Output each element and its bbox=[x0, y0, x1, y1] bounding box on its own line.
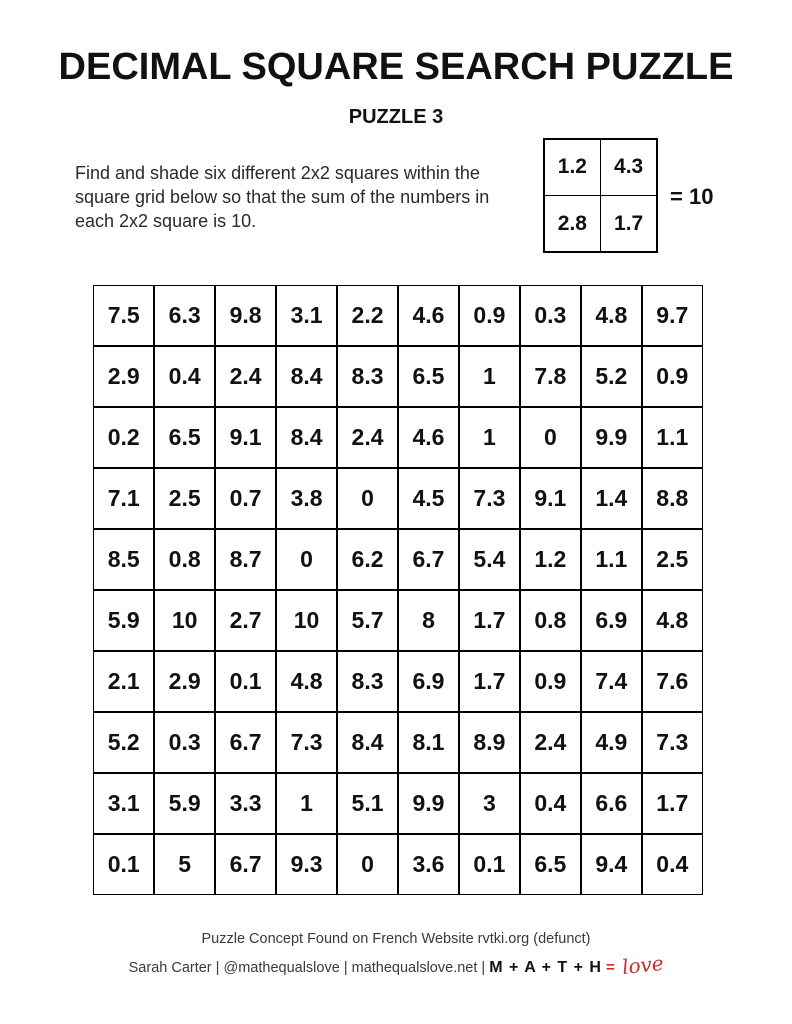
grid-cell-r4c5: 0 bbox=[338, 469, 397, 528]
brand-equals-sign: = bbox=[605, 959, 616, 976]
grid-cell-r1c9: 4.8 bbox=[582, 286, 641, 345]
grid-cell-r7c9: 7.4 bbox=[582, 652, 641, 711]
grid-cell-r1c3: 9.8 bbox=[216, 286, 275, 345]
grid-cell-r9c2: 5.9 bbox=[155, 774, 214, 833]
grid-cell-r7c4: 4.8 bbox=[277, 652, 336, 711]
grid-cell-r9c3: 3.3 bbox=[216, 774, 275, 833]
grid-cell-r3c3: 9.1 bbox=[216, 408, 275, 467]
grid-cell-r7c10: 7.6 bbox=[643, 652, 702, 711]
grid-cell-r2c1: 2.9 bbox=[94, 347, 153, 406]
footer-separator-3: | bbox=[481, 960, 486, 976]
grid-cell-r5c2: 0.8 bbox=[155, 530, 214, 589]
grid-cell-r5c9: 1.1 bbox=[582, 530, 641, 589]
grid-cell-r8c4: 7.3 bbox=[277, 713, 336, 772]
grid-cell-r10c6: 3.6 bbox=[399, 835, 458, 894]
grid-cell-r6c1: 5.9 bbox=[94, 591, 153, 650]
grid-cell-r2c2: 0.4 bbox=[155, 347, 214, 406]
grid-cell-r4c8: 9.1 bbox=[521, 469, 580, 528]
example-square bbox=[543, 138, 658, 253]
grid-cell-r5c6: 6.7 bbox=[399, 530, 458, 589]
grid-cell-r4c6: 4.5 bbox=[399, 469, 458, 528]
grid-cell-r3c4: 8.4 bbox=[277, 408, 336, 467]
grid-cell-r4c2: 2.5 bbox=[155, 469, 214, 528]
grid-cell-r3c2: 6.5 bbox=[155, 408, 214, 467]
grid-cell-r2c10: 0.9 bbox=[643, 347, 702, 406]
footer-author: Sarah Carter bbox=[128, 960, 212, 976]
grid-cell-r5c1: 8.5 bbox=[94, 530, 153, 589]
grid-cell-r8c2: 0.3 bbox=[155, 713, 214, 772]
grid-cell-r10c1: 0.1 bbox=[94, 835, 153, 894]
grid-cell-r9c6: 9.9 bbox=[399, 774, 458, 833]
grid-cell-r5c4: 0 bbox=[277, 530, 336, 589]
grid-cell-r6c5: 5.7 bbox=[338, 591, 397, 650]
instructions-text: Find and shade six different 2x2 squares within the square grid below so that the sum of the numbers in each 2x2 square is 10. bbox=[75, 163, 490, 231]
footer-concept-credit: Puzzle Concept Found on French Website rvtki.org (defunct) bbox=[201, 931, 591, 947]
grid-cell-r2c9: 5.2 bbox=[582, 347, 641, 406]
grid-cell-r3c10: 1.1 bbox=[643, 408, 702, 467]
grid-cell-r4c10: 8.8 bbox=[643, 469, 702, 528]
grid-cell-r1c1: 7.5 bbox=[94, 286, 153, 345]
grid-cell-r10c2: 5 bbox=[155, 835, 214, 894]
grid-cell-r9c10: 1.7 bbox=[643, 774, 702, 833]
footer-website: mathequalslove.net bbox=[351, 960, 478, 976]
grid-cell-r8c6: 8.1 bbox=[399, 713, 458, 772]
footer-separator-2: | bbox=[343, 960, 348, 976]
grid-cell-r10c5: 0 bbox=[338, 835, 397, 894]
grid-cell-r9c4: 1 bbox=[277, 774, 336, 833]
grid-cell-r4c3: 0.7 bbox=[216, 469, 275, 528]
grid-cell-r1c6: 4.6 bbox=[399, 286, 458, 345]
grid-cell-r3c8: 0 bbox=[521, 408, 580, 467]
grid-cell-r8c10: 7.3 bbox=[643, 713, 702, 772]
grid-cell-r6c7: 1.7 bbox=[460, 591, 519, 650]
grid-cell-r7c8: 0.9 bbox=[521, 652, 580, 711]
grid-cell-r3c5: 2.4 bbox=[338, 408, 397, 467]
grid-cell-r2c7: 1 bbox=[460, 347, 519, 406]
puzzle-grid bbox=[93, 285, 703, 895]
grid-cell-r2c4: 8.4 bbox=[277, 347, 336, 406]
grid-cell-r5c3: 8.7 bbox=[216, 530, 275, 589]
grid-cell-r1c10: 9.7 bbox=[643, 286, 702, 345]
grid-cell-r6c6: 8 bbox=[399, 591, 458, 650]
grid-cell-r10c8: 6.5 bbox=[521, 835, 580, 894]
footer-separator-1: | bbox=[215, 960, 220, 976]
example-sum-label: = 10 bbox=[670, 184, 714, 209]
grid-cell-r3c1: 0.2 bbox=[94, 408, 153, 467]
grid-cell-r2c5: 8.3 bbox=[338, 347, 397, 406]
grid-cell-r9c7: 3 bbox=[460, 774, 519, 833]
grid-cell-r7c1: 2.1 bbox=[94, 652, 153, 711]
grid-cell-r7c5: 8.3 bbox=[338, 652, 397, 711]
grid-cell-r7c3: 0.1 bbox=[216, 652, 275, 711]
grid-cell-r6c10: 4.8 bbox=[643, 591, 702, 650]
grid-cell-r10c3: 6.7 bbox=[216, 835, 275, 894]
grid-cell-r8c8: 2.4 bbox=[521, 713, 580, 772]
example-cell-top-right: 4.3 bbox=[601, 140, 656, 195]
grid-cell-r7c7: 1.7 bbox=[460, 652, 519, 711]
grid-cell-r4c4: 3.8 bbox=[277, 469, 336, 528]
grid-cell-r9c1: 3.1 bbox=[94, 774, 153, 833]
grid-cell-r5c10: 2.5 bbox=[643, 530, 702, 589]
grid-cell-r1c7: 0.9 bbox=[460, 286, 519, 345]
grid-cell-r6c8: 0.8 bbox=[521, 591, 580, 650]
example-cell-bottom-right: 1.7 bbox=[601, 196, 656, 251]
grid-cell-r6c9: 6.9 bbox=[582, 591, 641, 650]
grid-cell-r9c5: 5.1 bbox=[338, 774, 397, 833]
grid-cell-r4c7: 7.3 bbox=[460, 469, 519, 528]
grid-cell-r8c7: 8.9 bbox=[460, 713, 519, 772]
example-cell-top-left: 1.2 bbox=[545, 140, 600, 195]
grid-cell-r1c5: 2.2 bbox=[338, 286, 397, 345]
grid-cell-r8c3: 6.7 bbox=[216, 713, 275, 772]
grid-cell-r6c3: 2.7 bbox=[216, 591, 275, 650]
grid-cell-r2c6: 6.5 bbox=[399, 347, 458, 406]
grid-cell-r7c2: 2.9 bbox=[155, 652, 214, 711]
grid-cell-r8c1: 5.2 bbox=[94, 713, 153, 772]
grid-cell-r4c9: 1.4 bbox=[582, 469, 641, 528]
grid-cell-r3c7: 1 bbox=[460, 408, 519, 467]
grid-cell-r5c5: 6.2 bbox=[338, 530, 397, 589]
footer-social-handle: @mathequalslove bbox=[223, 960, 340, 976]
grid-cell-r5c7: 5.4 bbox=[460, 530, 519, 589]
puzzle-number-subtitle: PUZZLE 3 bbox=[348, 106, 444, 128]
grid-cell-r8c5: 8.4 bbox=[338, 713, 397, 772]
grid-cell-r1c8: 0.3 bbox=[521, 286, 580, 345]
example-cell-bottom-left: 2.8 bbox=[545, 196, 600, 251]
grid-cell-r2c8: 7.8 bbox=[521, 347, 580, 406]
grid-cell-r1c2: 6.3 bbox=[155, 286, 214, 345]
page-title: DECIMAL SQUARE SEARCH PUZZLE bbox=[58, 46, 734, 88]
grid-cell-r6c4: 10 bbox=[277, 591, 336, 650]
grid-cell-r1c4: 3.1 bbox=[277, 286, 336, 345]
brand-math-letters: M + A + T + H bbox=[489, 959, 602, 976]
grid-cell-r10c10: 0.4 bbox=[643, 835, 702, 894]
brand-love-script-logo: love bbox=[620, 950, 665, 980]
grid-cell-r9c9: 6.6 bbox=[582, 774, 641, 833]
grid-cell-r6c2: 10 bbox=[155, 591, 214, 650]
grid-cell-r9c8: 0.4 bbox=[521, 774, 580, 833]
grid-cell-r3c9: 9.9 bbox=[582, 408, 641, 467]
grid-cell-r2c3: 2.4 bbox=[216, 347, 275, 406]
grid-cell-r10c7: 0.1 bbox=[460, 835, 519, 894]
grid-cell-r10c9: 9.4 bbox=[582, 835, 641, 894]
grid-cell-r3c6: 4.6 bbox=[399, 408, 458, 467]
grid-cell-r4c1: 7.1 bbox=[94, 469, 153, 528]
footer-author-credit bbox=[0, 950, 792, 980]
grid-cell-r7c6: 6.9 bbox=[399, 652, 458, 711]
grid-cell-r10c4: 9.3 bbox=[277, 835, 336, 894]
grid-cell-r5c8: 1.2 bbox=[521, 530, 580, 589]
grid-cell-r8c9: 4.9 bbox=[582, 713, 641, 772]
